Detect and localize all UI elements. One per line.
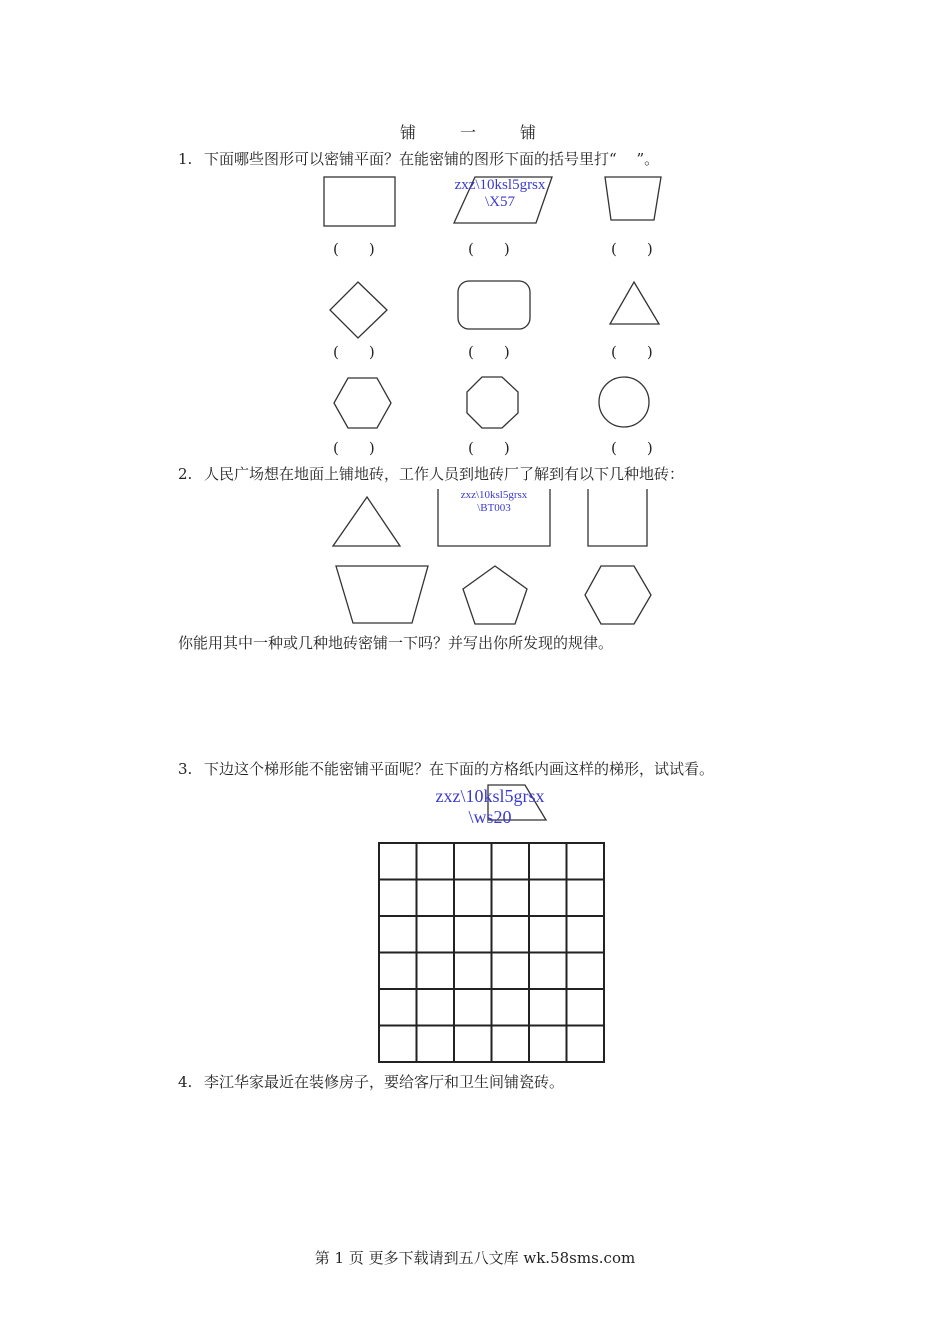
question-2-followup: 你能用其中一种或几种地砖密铺一下吗？并写出你所发现的规律。 [178, 634, 614, 652]
q1-octagon-shape [467, 377, 518, 428]
page-title: 铺 一 铺 [399, 123, 550, 142]
q1-answer-blank-9[interactable]: ( ) [611, 439, 653, 457]
q1-rectangle-shape [324, 177, 395, 226]
q2-square-tile [588, 489, 647, 546]
q2-triangle-tile [333, 497, 400, 546]
question-3-number: 3. [178, 760, 193, 778]
question-3 [178, 758, 714, 779]
question-4-text: 李江华家最近在装修房子，要给客厅和卫生间铺瓷砖。 [204, 1073, 565, 1091]
q2-watermark-line1: zxz\10ksl5grsx [460, 489, 528, 501]
q2-watermark-line2: \BT003 [477, 501, 511, 514]
question-2-text: 人民广场想在地面上铺地砖，工作人员到地砖厂了解到有以下几种地砖： [204, 465, 685, 483]
q1-watermark-line1: zxz\10ksl5grsx [454, 177, 546, 193]
q1-answer-blank-8[interactable]: ( ) [468, 439, 510, 457]
q1-rounded-rectangle-shape [458, 281, 530, 329]
q1-watermark-line2: \X57 [485, 194, 515, 211]
q1-trapezoid-shape [605, 177, 661, 220]
question-3-text: 下边这个梯形能不能密铺平面呢？在下面的方格纸内画这样的梯形，试试看。 [204, 760, 715, 778]
q1-answer-blank-6[interactable]: ( ) [611, 343, 653, 361]
q3-watermark-line1: zxz\10ksl5grsx [435, 786, 545, 806]
q1-answer-blank-3[interactable]: ( ) [611, 240, 653, 258]
q2-pentagon-tile [463, 566, 527, 624]
q3-watermark-line2: \ws20 [468, 806, 512, 827]
question-1-number: 1. [178, 150, 193, 168]
q2-hexagon-tile [585, 566, 651, 624]
q1-hexagon-shape [334, 378, 391, 428]
q3-watermark [415, 786, 565, 827]
question-2-number: 2. [178, 465, 193, 483]
q1-answer-blank-7[interactable]: ( ) [333, 439, 375, 457]
q1-answer-blank-5[interactable]: ( ) [468, 343, 510, 361]
q1-answer-blank-4[interactable]: ( ) [333, 343, 375, 361]
question-2 [178, 463, 684, 484]
page-footer: 第 1 页 更多下载请到五八文库 wk.58sms.com [314, 1249, 636, 1267]
q1-watermark [438, 177, 562, 212]
q2-watermark [438, 489, 550, 514]
q1-triangle-shape [610, 282, 659, 324]
q3-grid-paper[interactable] [379, 843, 604, 1062]
question-1-text: 下面哪些图形可以密铺平面？在能密铺的图形下面的括号里打“ ”。 [204, 150, 660, 168]
q1-answer-blank-1[interactable]: ( ) [333, 240, 375, 258]
question-4-number: 4. [178, 1073, 193, 1091]
q1-answer-blank-2[interactable]: ( ) [468, 240, 510, 258]
q2-trapezoid-tile [336, 566, 428, 623]
q1-rotated-square-shape [330, 282, 387, 338]
question-4 [178, 1071, 564, 1092]
q1-circle-shape [599, 377, 649, 427]
